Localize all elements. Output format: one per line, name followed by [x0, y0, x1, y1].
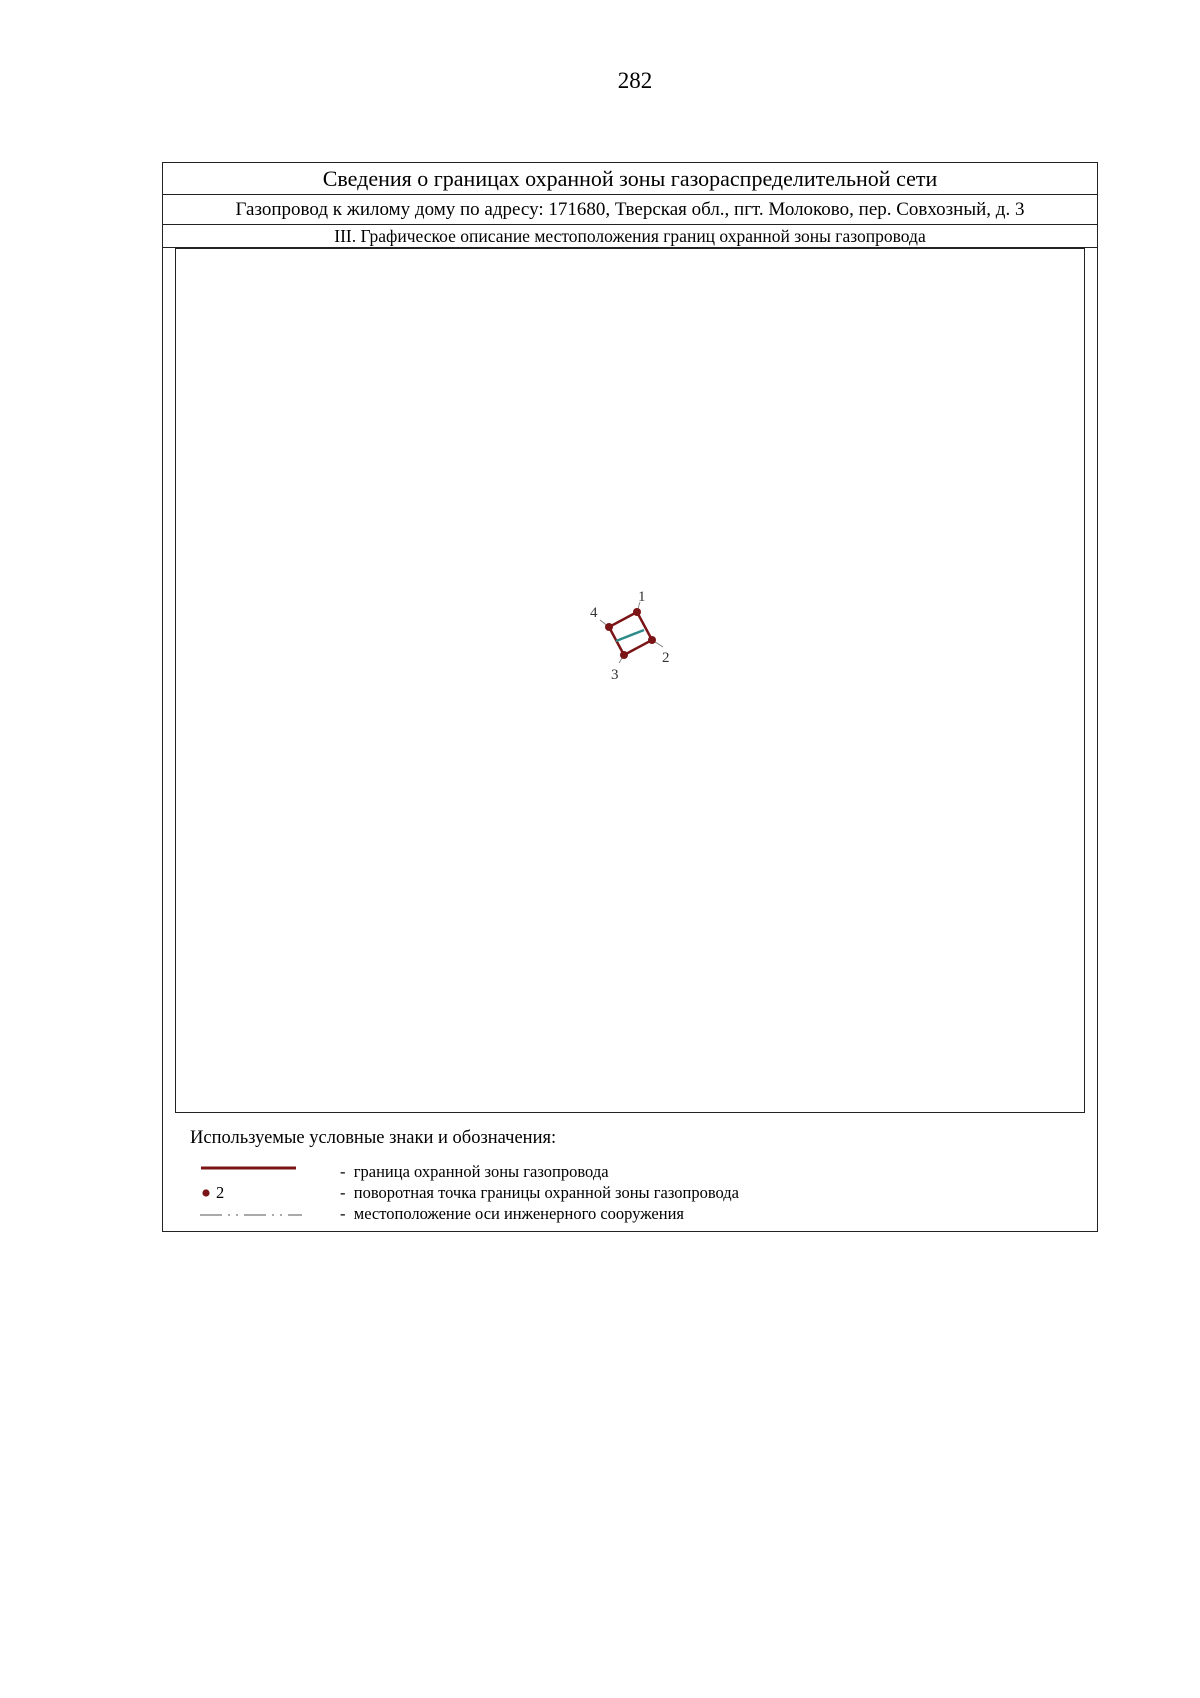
turning-point-2	[648, 636, 656, 644]
map-drawing	[176, 249, 1084, 1112]
legend-dash: -	[340, 1162, 346, 1181]
legend-dash: -	[340, 1183, 346, 1202]
object-description: Газопровод к жилому дому по адресу: 171680, Тверская обл., пгт. Молоково, пер. Совхозный, д. 3	[163, 195, 1097, 225]
boundary-line-symbol	[190, 1161, 310, 1182]
legend	[190, 1128, 1070, 1224]
legend-text-axis: местоположение оси инженерного сооружения	[353, 1204, 685, 1223]
turning-point-1	[633, 608, 641, 616]
section-heading: III. Графическое описание местоположения границ охранной зоны газопровода	[163, 225, 1097, 248]
turning-point-4	[605, 623, 613, 631]
legend-text-turning-point: поворотная точка границы охранной зоны газопровода	[353, 1183, 739, 1202]
turning-point-3	[620, 651, 628, 659]
document-title: Сведения о границах охранной зоны газораспределительной сети	[163, 163, 1097, 195]
pipeline-axis	[616, 630, 644, 641]
legend-item-boundary	[190, 1161, 1070, 1182]
legend-title: Используемые условные знаки и обозначения:	[190, 1128, 557, 1148]
point-label-2: 2	[662, 650, 670, 666]
zone-boundary	[609, 612, 652, 655]
point-label-1: 1	[638, 589, 646, 605]
turning-point-symbol-label: 2	[216, 1183, 225, 1202]
legend-text-boundary: граница охранной зоны газопровода	[353, 1162, 609, 1181]
map-frame	[175, 248, 1085, 1113]
page-number: 282	[617, 68, 653, 93]
axis-line-symbol	[190, 1203, 310, 1224]
legend-dash: -	[340, 1204, 346, 1223]
legend-item-axis	[190, 1203, 1070, 1224]
turning-point-symbol	[190, 1182, 310, 1203]
point-label-4: 4	[590, 605, 598, 621]
point-label-3: 3	[611, 667, 619, 683]
legend-item-turning-point	[190, 1182, 1070, 1203]
document-sheet	[162, 162, 1098, 1232]
